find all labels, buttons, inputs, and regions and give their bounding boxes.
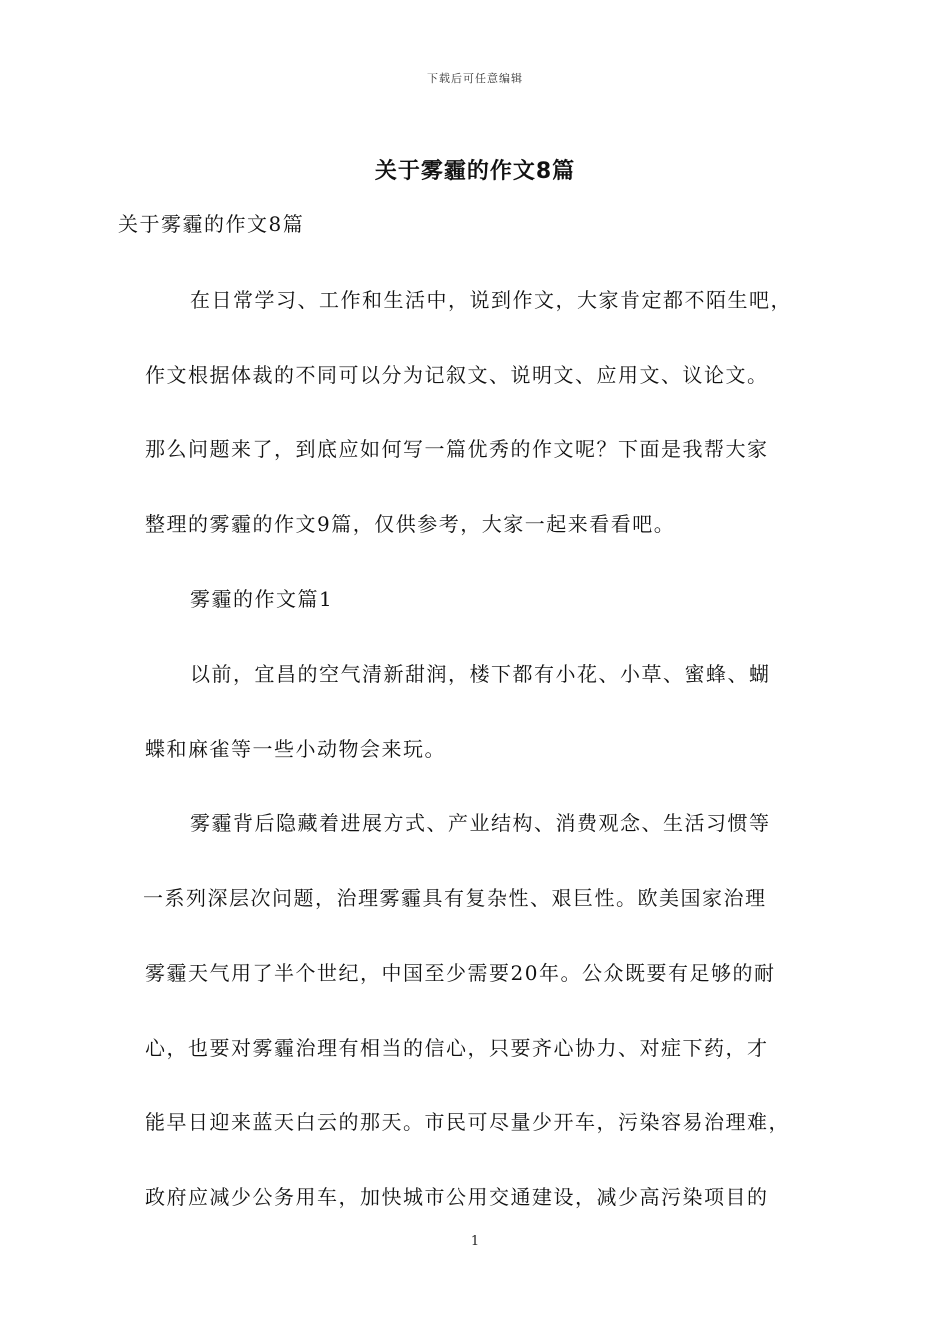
body-line: 蝶和麻雀等一些小动物会来玩。	[145, 737, 446, 761]
body-line: 一系列深层次问题，治理雾霾具有复杂性、艰巨性。欧美国家治理	[143, 886, 767, 910]
body-line: 能早日迎来蓝天白云的那天。市民可尽量少开车，污染容易治理难，	[145, 1110, 790, 1134]
body-line: 在日常学习、工作和生活中，说到作文，大家肯定都不陌生吧，	[190, 288, 792, 312]
body-line: 那么问题来了，到底应如何写一篇优秀的作文呢？下面是我帮大家	[145, 437, 769, 461]
body-line: 政府应减少公务用车，加快城市公用交通建设，减少高污染项目的	[145, 1185, 769, 1209]
document-title: 关于雾霾的作文8篇	[374, 159, 576, 184]
body-line: 关于雾霾的作文8篇	[118, 212, 305, 236]
section-heading: 雾霾的作文篇1	[190, 587, 334, 611]
body-line: 雾霾天气用了半个世纪，中国至少需要20年。公众既要有足够的耐	[145, 961, 776, 985]
body-line: 以前，宜昌的空气清新甜润，楼下都有小花、小草、蜜蜂、蝴	[190, 662, 771, 686]
body-line: 雾霾背后隐藏着进展方式、产业结构、消费观念、生活习惯等	[190, 811, 771, 835]
header-note: 下载后可任意编辑	[427, 72, 523, 85]
body-line: 整理的雾霾的作文9篇，仅供参考，大家一起来看看吧。	[145, 512, 676, 536]
body-line: 作文根据体裁的不同可以分为记叙文、说明文、应用文、议论文。	[145, 363, 769, 387]
page-number: 1	[470, 1234, 480, 1249]
body-line: 心，也要对雾霾治理有相当的信心，只要齐心协力、对症下药，才	[145, 1036, 769, 1060]
